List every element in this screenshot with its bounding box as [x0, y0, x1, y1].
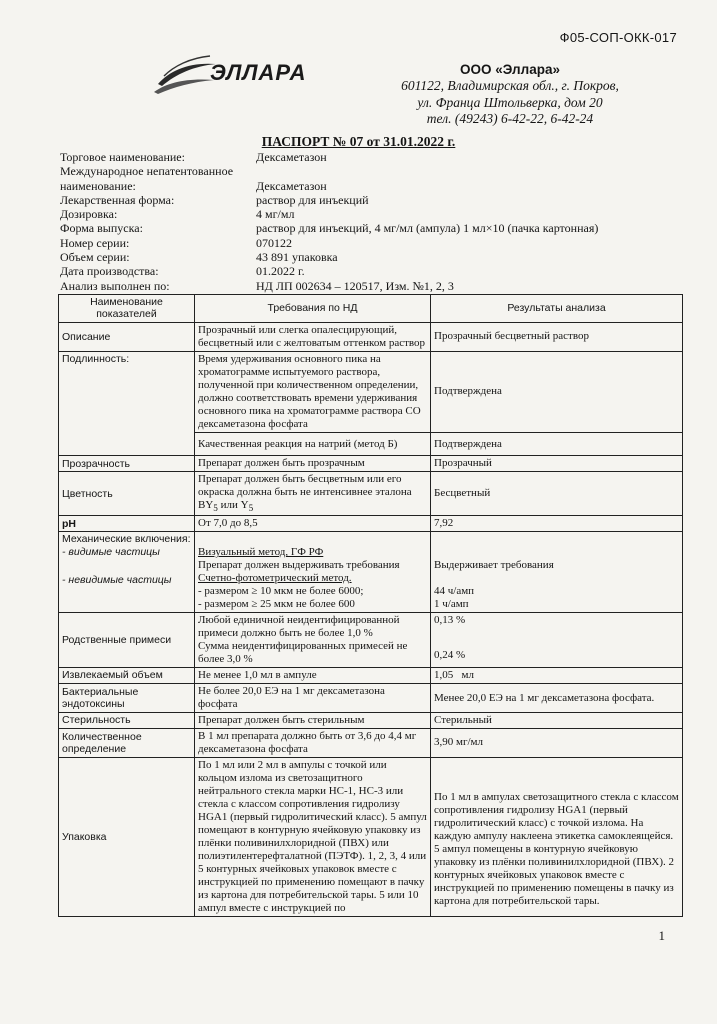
info-row [60, 264, 680, 278]
header-requirements: Требования по НД [195, 295, 431, 323]
row-name [59, 532, 195, 613]
row-requirement: Препарат должен быть прозрачным [195, 456, 431, 472]
row-requirement: Не более 20,0 ЕЭ на 1 мг дексаметазона фосфата [195, 684, 431, 713]
info-label: Номер серии: [60, 235, 130, 250]
row-name: Подлинность: [59, 351, 195, 456]
table-row [59, 712, 683, 728]
info-value: 4 мг/мл [256, 207, 295, 222]
row-requirement: В 1 мл препарата должно быть от 3,6 до 4,4 мг дексаметазона фосфата [195, 728, 431, 757]
product-info [60, 150, 680, 293]
row-requirement: Не менее 1,0 мл в ампуле [195, 668, 431, 684]
info-value [256, 164, 680, 178]
table-row [59, 322, 683, 351]
visible-result: Выдерживает требования [434, 558, 554, 571]
row-result: Стерильный [431, 712, 683, 728]
company-phone: тел. (49243) 6-42-22, 6-42-24 [426, 111, 594, 127]
single-impurity-result: 0,13 % [434, 614, 466, 627]
row-result: Бесцветный [431, 472, 683, 516]
info-label: наименование: [60, 178, 136, 193]
row-result: Прозрачный [431, 456, 683, 472]
row-name: Количественное определение [59, 728, 195, 757]
size-10-result: 44 ч/амп [434, 584, 475, 597]
info-value: 43 891 упаковка [256, 250, 338, 265]
row-name: pH [59, 516, 195, 532]
row-requirement: Качественная реакция на натрий (метод Б) [195, 432, 431, 456]
info-value: Дексаметазон [256, 178, 327, 193]
row-result: Подтверждена [431, 351, 683, 432]
document-code: Ф05-СОП-ОКК-017 [559, 30, 677, 45]
color-requirement-text: Препарат должен быть бесцветным или его окраска должна быть не интенсивнее эталона [198, 473, 412, 499]
analysis-table [58, 294, 683, 917]
company-block [390, 62, 630, 128]
row-name: Стерильность [59, 712, 195, 728]
row-requirement: Препарат должен быть стерильным [195, 712, 431, 728]
total-impurity-result: 0,24 % [434, 649, 466, 662]
row-requirement [195, 613, 431, 668]
info-row [60, 250, 680, 264]
info-label: Лекарственная форма: [60, 192, 175, 207]
visual-method: Визуальный метод, ГФ РФ [198, 546, 324, 559]
info-value: 070122 [256, 235, 292, 250]
size-25-requirement: - размером ≥ 25 мкм не более 600 [198, 598, 355, 611]
row-requirement: Прозрачный или слегка опалесцирующий, бесцветный или с желтоватым оттенком раствор [195, 322, 431, 351]
info-value: 01.2022 г. [256, 264, 305, 279]
size-10-requirement: - размером ≥ 10 мкм не более 6000; [198, 585, 364, 598]
header-results: Результаты анализа [431, 295, 683, 323]
row-result: 1,05 мл [431, 668, 683, 684]
row-result: Подтверждена [431, 432, 683, 456]
company-address-line-2: ул. Франца Штольверка, дом 20 [417, 94, 603, 110]
page-title: ПАСПОРТ № 07 от 31.01.2022 г. [261, 134, 456, 149]
header-indicator: Наименование показателей [59, 295, 195, 323]
logo-text: ЭЛЛАРА [210, 60, 307, 85]
company-name: ООО «Эллара» [460, 62, 560, 77]
info-label: Анализ выполнен по: [60, 278, 170, 293]
size-25-result: 1 ч/амп [434, 597, 469, 610]
page-number: 1 [658, 928, 665, 943]
row-requirement: От 7,0 до 8,5 [195, 516, 431, 532]
company-logo [150, 52, 310, 102]
mechanical-title: Механические включения: [62, 533, 191, 546]
row-result: Менее 20,0 ЕЭ на 1 мг дексаметазона фосфата. [431, 684, 683, 713]
row-name: Цветность [59, 472, 195, 516]
mechanical-invisible-label: - невидимые частицы [62, 574, 172, 587]
info-value: НД ЛП 002634 – 120517, Изм. №1, 2, 3 [256, 278, 454, 293]
info-row [60, 236, 680, 250]
table-row [59, 684, 683, 713]
table-row [59, 613, 683, 668]
info-value: Дексаметазон [256, 150, 327, 164]
table-row [59, 532, 683, 613]
info-row [60, 164, 680, 178]
info-value: раствор для инъекций, 4 мг/мл (ампула) 1 мл×10 (пачка картонная) [256, 221, 599, 236]
info-value: раствор для инъекций [256, 192, 369, 207]
table-row [59, 728, 683, 757]
table-row [59, 757, 683, 916]
info-row [60, 279, 680, 293]
info-row [60, 207, 680, 221]
info-label: Дата производства: [60, 264, 159, 279]
row-result [431, 532, 683, 613]
table-row [59, 456, 683, 472]
info-row [60, 179, 680, 193]
row-requirement: По 1 мл или 2 мл в ампулы с точкой или кольцом излома из светозащитного нейтрального стекла марки НС-1, НС-3 или стекла с классом сопротивления гидролизу HGA1 (первый гидролитический класс). 5 ампул помещают в контурную ячейковую упаковку из плёнки поливинилхлоридной (ПВХ) или полиэтилентерефталатной (ПЭТФ). 1, 2, 3, 4 или 5 контурных ячейковых упаковок вместе с инструкцией по применению помещают в пачку из картона для потребительской тары. 5 или 10 ампул вместе с инструкцией по [195, 757, 431, 916]
row-name: Родственные примеси [59, 613, 195, 668]
row-requirement: Время удерживания основного пика на хроматограмме испытуемого раствора, полученной при количественном определении, должно соответствовать времени удерживания основного пика на хроматограмме раствора СО дексаметазона фосфата [195, 351, 431, 432]
row-result [431, 613, 683, 668]
info-label: Дозировка: [60, 207, 118, 222]
row-name: Бактериальные эндотоксины [59, 684, 195, 713]
counting-method: Счетно-фотометрический метод. [198, 572, 352, 585]
row-result: Прозрачный бесцветный раствор [431, 322, 683, 351]
single-impurity-requirement: Любой единичной неидентифицированной примеси должно быть не более 1,0 % [198, 614, 400, 640]
table-row [59, 668, 683, 684]
row-name: Прозрачность [59, 456, 195, 472]
table-row [59, 472, 683, 516]
table-row [59, 351, 683, 432]
visual-requirement: Препарат должен выдерживать требования [198, 559, 400, 572]
info-label: Форма выпуска: [60, 221, 143, 236]
company-address-line-1: 601122, Владимирская обл., г. Покров, [401, 78, 619, 94]
row-name: Описание [59, 322, 195, 351]
info-label: Международное непатентованное [60, 164, 234, 179]
info-row [60, 193, 680, 207]
row-result: По 1 мл в ампулах светозащитного стекла с классом сопротивления гидролизу HGA1 (первый гидролитический класс) с точкой излома. На каждую ампулу наклеена этикетка самоклеящейся. 5 ампул помещены в контурную ячейковую упаковку из плёнки поливинилхлоридной (ПВХ). 2 контурных ячейковых упаковок вместе с инструкцией по применению помещены в пачку из картона для потребительской тары. [431, 757, 683, 916]
table-row [59, 516, 683, 532]
info-row [60, 221, 680, 235]
info-label: Объем серии: [60, 250, 130, 265]
total-impurity-requirement: Сумма неидентифицированных примесей не более 3,0 % [198, 640, 408, 666]
info-label: Торговое наименование: [60, 150, 185, 164]
row-name: Упаковка [59, 757, 195, 916]
mechanical-visible-label: - видимые частицы [62, 545, 160, 558]
table-header-row [59, 295, 683, 323]
row-requirement [195, 472, 431, 516]
color-standard-ref: $BY_5$ или $Y_5$ [198, 499, 254, 514]
row-result: 3,90 мг/мл [431, 728, 683, 757]
row-name: Извлекаемый объем [59, 668, 195, 684]
info-row [60, 150, 680, 164]
row-requirement [195, 532, 431, 613]
row-result: 7,92 [431, 516, 683, 532]
